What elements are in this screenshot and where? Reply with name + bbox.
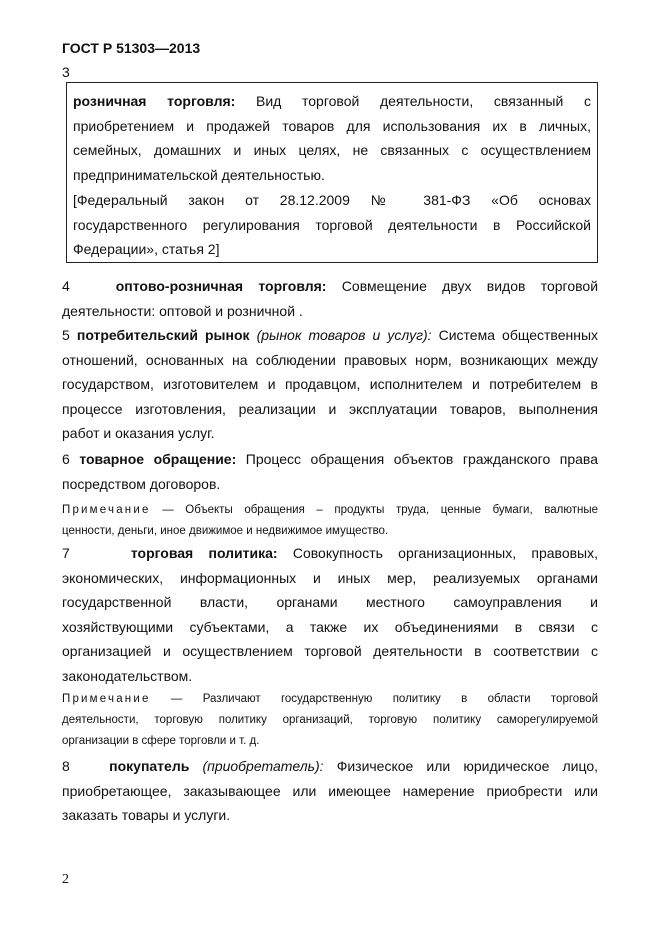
term-6-note: Примечание — Объекты обращения – продукты труда, ценные бумаги, валютные ценности, деньги, иное движимое и недвижимое имущество.: [62, 504, 598, 537]
term-4-name: оптово-розничная торговля:: [115, 278, 327, 294]
term-6: 6 товарное обращение: Процесс обращения объектов гражданского права посредством договоров.: [62, 451, 598, 492]
page-number: 2: [62, 872, 69, 887]
term-7-note: Примечание — Различают государственную политику в области торговой деятельности, торговую политику организаций, торговую политику саморегулируемой организации в сфере торговли и т. д.: [62, 693, 598, 747]
boxed-definition: [66, 82, 598, 263]
term-7-name: торговая политика:: [130, 545, 278, 561]
term-5: 5 потребительский рынок (рынок товаров и услуг): Система общественных отношений, основанных на соблюдении правовых норм, возникающих между государством, изготовителем и продавцом, исполнителем и потребителем в процессе изготовления, реализации и эксплуатации товаров, выполнения работ и оказания услуг.: [62, 327, 599, 441]
term-4: 4 оптово-розничная торговля: Совмещение двух видов торговой деятельности: оптовой и розничной .: [62, 278, 599, 319]
boxed-term-name: розничная торговля:: [73, 93, 236, 109]
term-5-name: потребительский рынок: [76, 327, 250, 343]
term-7: 7 торговая политика: Совокупность организационных, правовых, экономических, информационных и иных мер, реализуемых органами государственной власти, органами местного самоуправления и хозяйствующими субъектами, а также их объединениями в связи с организацией и осуществлением торговой деятельности в соответствии с законодательством.: [62, 545, 599, 684]
document-header: ГОСТ Р 51303—2013: [62, 40, 201, 56]
term-8-name: покупатель: [109, 758, 190, 774]
boxed-term-source: [Федеральный закон от 28.12.2009 № 381-ФЗ «Об основах государственного регулирования торговой деятельности в Российской Федерации», статья 2]: [73, 192, 591, 257]
section-number: 3: [62, 64, 70, 80]
boxed-term-text: розничная торговля: Вид торговой деятельности, связанный с приобретением и продажей товаров для использования их в личных, семейных, домашних и иных целях, не связанных с осуществлением предпринимательской деятельностью.: [73, 93, 592, 183]
term-8: 8 покупатель (приобретатель): Физическое или юридическое лицо, приобретающее, заказывающее или имеющее намерение приобрести или заказать товары и услуги.: [62, 758, 599, 823]
term-6-name: товарное обращение:: [79, 451, 237, 467]
